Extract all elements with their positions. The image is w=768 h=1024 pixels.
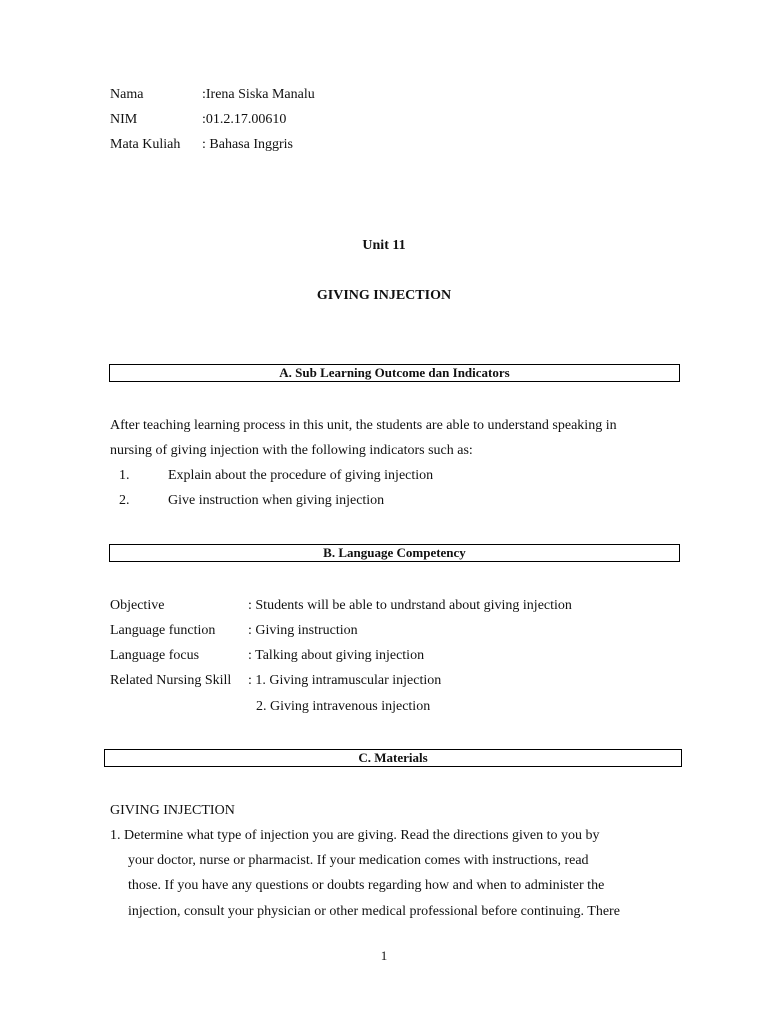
competency-value: : Students will be able to undrstand about giving injection bbox=[248, 598, 572, 613]
section-a-paragraph-line2: nursing of giving injection with the following indicators such as: bbox=[110, 443, 473, 458]
unit-title: Unit 11 bbox=[362, 238, 406, 253]
indicator-text: Explain about the procedure of giving injection bbox=[168, 468, 434, 483]
nim-label: NIM bbox=[110, 112, 138, 127]
competency-label: Language function bbox=[110, 623, 216, 638]
section-a-heading: A. Sub Learning Outcome dan Indicators bbox=[109, 364, 680, 382]
competency-label: Language focus bbox=[110, 648, 200, 663]
mata-kuliah-value: : Bahasa Inggris bbox=[202, 137, 293, 152]
nama-label: Nama bbox=[110, 87, 144, 102]
materials-line: those. If you have any questions or doubts regarding how and when to administer the bbox=[128, 878, 605, 893]
section-c-heading: C. Materials bbox=[104, 749, 682, 767]
indicator-text: Give instruction when giving injection bbox=[168, 493, 385, 508]
section-a-paragraph-line1: After teaching learning process in this unit, the students are able to understand speaking in bbox=[110, 418, 617, 433]
nim-value: :01.2.17.00610 bbox=[202, 112, 287, 127]
materials-line: injection, consult your physician or other medical professional before continuing. There bbox=[128, 904, 620, 919]
competency-value: : Talking about giving injection bbox=[248, 648, 425, 663]
indicator-number: 1. bbox=[119, 468, 130, 483]
page-number: 1 bbox=[380, 948, 388, 963]
competency-value: : Giving instruction bbox=[248, 623, 358, 638]
indicator-number: 2. bbox=[119, 493, 130, 508]
main-title: GIVING INJECTION bbox=[316, 288, 452, 303]
materials-subtitle: GIVING INJECTION bbox=[110, 803, 235, 818]
competency-value: : 1. Giving intramuscular injection bbox=[248, 673, 442, 688]
competency-value-extra: 2. Giving intravenous injection bbox=[256, 699, 431, 714]
competency-label: Objective bbox=[110, 598, 165, 613]
materials-line: your doctor, nurse or pharmacist. If your medication comes with instructions, read bbox=[128, 853, 589, 868]
competency-label: Related Nursing Skill bbox=[110, 673, 232, 688]
materials-line: 1. Determine what type of injection you are giving. Read the directions given to you by bbox=[110, 828, 600, 843]
mata-kuliah-label: Mata Kuliah bbox=[110, 137, 181, 152]
nama-value: :Irena Siska Manalu bbox=[202, 87, 315, 102]
section-b-heading: B. Language Competency bbox=[109, 544, 680, 562]
